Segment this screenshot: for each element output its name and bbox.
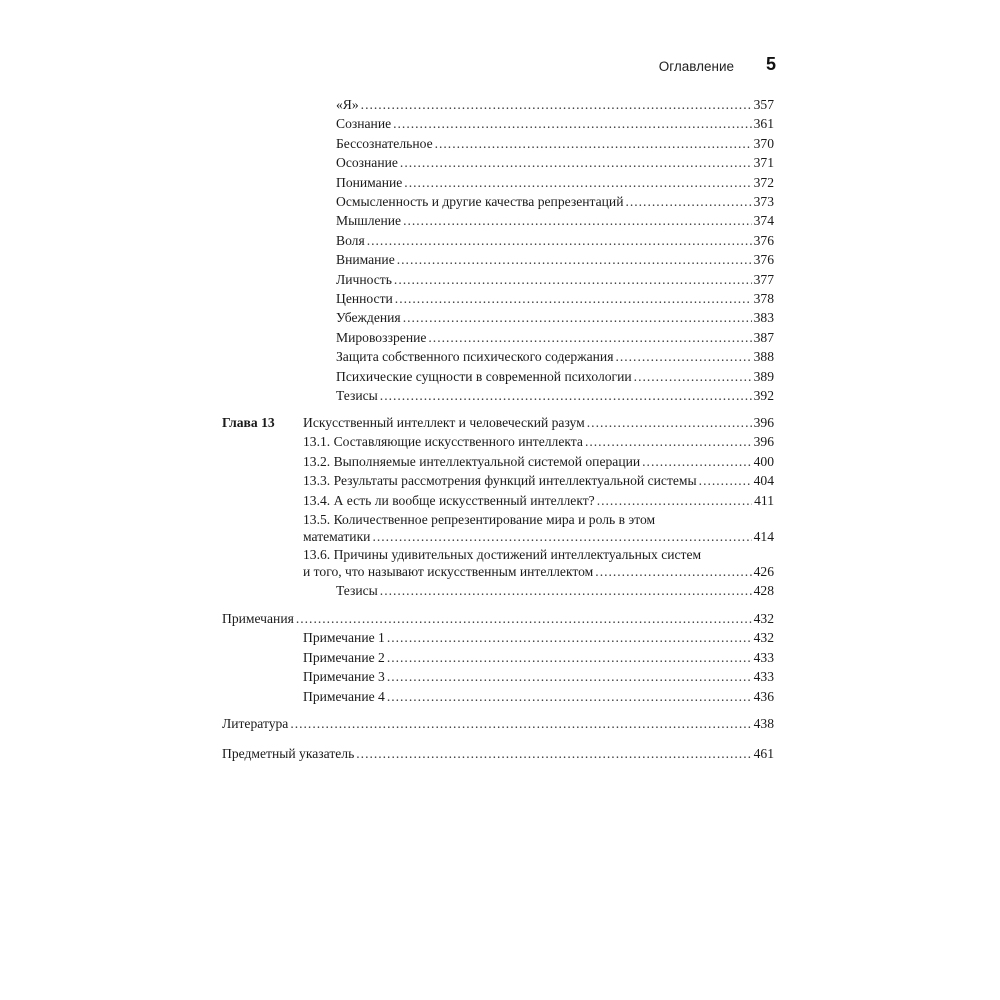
leader-dots (634, 368, 752, 386)
leader-dots (615, 348, 751, 366)
toc-entry-page: 361 (753, 116, 774, 132)
toc-entry-label: Осознание (336, 155, 398, 171)
leader-dots (403, 309, 752, 327)
toc-entry-label: Защита собственного психического содержания (336, 349, 614, 365)
toc-entry-subject-index[interactable] (222, 745, 774, 763)
toc-entry-page: 432 (753, 630, 774, 646)
toc-entry[interactable] (336, 582, 774, 600)
toc-entry-label: «Я» (336, 97, 359, 112)
leader-dots (387, 688, 752, 706)
toc-entry[interactable] (303, 492, 774, 510)
toc-entry-label: математики (303, 528, 371, 544)
toc-entry[interactable] (336, 135, 774, 153)
toc-entry-label: Личность (336, 271, 392, 287)
toc-entry-label: Примечание 1 (303, 630, 385, 646)
toc-entry-page: 404 (753, 473, 774, 489)
toc-entry-label: Убеждения (336, 310, 401, 326)
leader-dots (400, 154, 752, 172)
toc-entry-page: 388 (753, 349, 774, 365)
toc-entry[interactable] (336, 251, 774, 269)
toc-entry-page: 396 (753, 415, 774, 430)
toc-entry-page: 389 (753, 368, 774, 384)
toc-entry-page: 411 (754, 492, 774, 508)
toc-entry-label: 13.3. Результаты рассмотрения функций интеллектуальной системы (303, 473, 697, 489)
toc-entry-label: Тезисы (336, 388, 378, 403)
toc-entry-label: 13.1. Составляющие искусственного интеллекта (303, 434, 583, 450)
toc-entry[interactable] (303, 453, 774, 471)
toc-entry-page: 376 (753, 232, 774, 248)
toc-entry-page: 371 (753, 155, 774, 171)
leader-dots (597, 492, 752, 510)
leader-dots (387, 668, 752, 686)
leader-dots (428, 329, 751, 347)
toc-entry[interactable] (336, 212, 774, 230)
leader-dots (397, 251, 752, 269)
toc-entry[interactable] (303, 528, 774, 546)
toc-entry-label: Примечание 4 (303, 688, 385, 704)
chapter-title-entry[interactable] (303, 414, 774, 432)
toc-entry-page: 433 (753, 649, 774, 665)
toc-entry[interactable] (336, 271, 774, 289)
toc-entry-label: Мышление (336, 213, 402, 229)
toc-entry[interactable] (303, 472, 774, 490)
leader-dots (387, 629, 752, 647)
toc-entry-page: 436 (753, 688, 774, 704)
toc-entry[interactable] (336, 309, 774, 327)
toc-entry-page: 392 (753, 388, 774, 403)
toc-entry[interactable] (336, 368, 774, 386)
leader-dots (595, 563, 751, 581)
toc-entry-label-line1: 13.5. Количественное репрезентирование мира и роль в этом (303, 512, 656, 527)
leader-dots (435, 135, 752, 153)
leader-dots (585, 433, 752, 451)
toc-entry-label: 13.4. А есть ли вообще искусственный интеллект? (303, 492, 595, 508)
toc-entry-page: 387 (753, 329, 774, 345)
toc-entry-label: Сознание (336, 116, 392, 132)
toc-entry[interactable] (336, 387, 774, 405)
toc-entry-page: 461 (753, 746, 774, 761)
toc-entry[interactable] (303, 629, 774, 647)
leader-dots (394, 271, 752, 289)
toc-entry-page: 370 (753, 135, 774, 151)
toc-entry-page: 372 (753, 174, 774, 190)
toc-entry-label: Предметный указатель (222, 746, 355, 761)
leader-dots (393, 115, 751, 133)
chapter-label: Глава 13 (222, 415, 275, 430)
toc-entry-label: Ценности (336, 291, 393, 306)
toc-entry-page: 400 (753, 453, 774, 469)
toc-entry-label: Мировоззрение (336, 329, 427, 345)
toc-entry[interactable] (303, 688, 774, 706)
leader-dots (367, 232, 752, 250)
toc-entry-page: 396 (753, 434, 774, 450)
toc-entry-label: Литература (222, 716, 289, 731)
leader-dots (361, 96, 752, 114)
toc-entry-label: Примечание 3 (303, 669, 385, 685)
page-number: 5 (765, 54, 776, 74)
toc-entry[interactable] (303, 563, 774, 581)
toc-entry[interactable] (336, 96, 774, 114)
leader-dots (387, 649, 752, 667)
leader-dots (587, 414, 752, 432)
toc-entry-label: 13.2. Выполняемые интеллектуальной системой операции (303, 453, 641, 469)
leader-dots (625, 193, 751, 211)
toc-entry[interactable] (303, 649, 774, 667)
toc-entry-label: Примечание 2 (303, 649, 385, 665)
toc-entry[interactable] (336, 290, 774, 308)
toc-entry-page: 426 (753, 564, 774, 579)
leader-dots (296, 610, 752, 628)
toc-entry[interactable] (303, 433, 774, 451)
leader-dots (380, 387, 752, 405)
toc-entry-page: 383 (753, 310, 774, 326)
leader-dots (404, 174, 751, 192)
toc-entry-label-line1: 13.6. Причины удивительных достижений интеллектуальных систем (303, 547, 702, 562)
leader-dots (395, 290, 752, 308)
toc-entry-page: 377 (753, 271, 774, 287)
running-head-title: Оглавление (658, 59, 734, 74)
leader-dots (642, 453, 751, 471)
toc-entry[interactable] (336, 193, 774, 211)
toc-entry-page: 376 (753, 252, 774, 268)
toc-entry-label: Психические сущности в современной психологии (336, 368, 632, 384)
toc-entry-label: Воля (336, 232, 365, 248)
toc-entry-page: 433 (753, 669, 774, 685)
toc-entry-notes[interactable] (222, 610, 774, 628)
toc-entry[interactable] (336, 232, 774, 250)
leader-dots (290, 715, 751, 733)
toc-entry-page: 374 (753, 213, 774, 229)
toc-entry-label: Примечания (222, 611, 294, 626)
leader-dots (372, 528, 751, 546)
toc-entry-label: Внимание (336, 252, 395, 268)
leader-dots (403, 212, 752, 230)
toc-entry-label: Бессознательное (336, 135, 433, 151)
toc-entry[interactable] (336, 329, 774, 347)
toc-entry-label: Искусственный интеллект и человеческий разум (303, 415, 585, 430)
toc-entry[interactable] (336, 174, 774, 192)
toc-entry-page: 414 (753, 528, 774, 544)
toc-entry[interactable] (336, 348, 774, 366)
toc-entry-page: 438 (753, 716, 774, 731)
toc-entry-page: 357 (753, 97, 774, 112)
leader-dots (356, 745, 751, 763)
toc-entry-literature[interactable] (222, 715, 774, 733)
toc-entry-page: 428 (753, 583, 774, 599)
toc-entry-page: 373 (753, 194, 774, 209)
toc-entry-label: Осмысленность и другие качества репрезентаций (336, 194, 624, 209)
leader-dots (699, 472, 752, 490)
toc-entry-page: 432 (753, 611, 774, 626)
toc-entry-label: Понимание (336, 174, 403, 190)
toc-entry-page: 378 (753, 291, 774, 306)
leader-dots (380, 582, 752, 600)
toc-entry[interactable] (336, 115, 774, 133)
toc-entry[interactable] (303, 668, 774, 686)
toc-entry-label: Тезисы (336, 583, 378, 599)
toc-entry[interactable] (336, 154, 774, 172)
toc-entry-label: и того, что называют искусственным интеллектом (303, 564, 594, 579)
